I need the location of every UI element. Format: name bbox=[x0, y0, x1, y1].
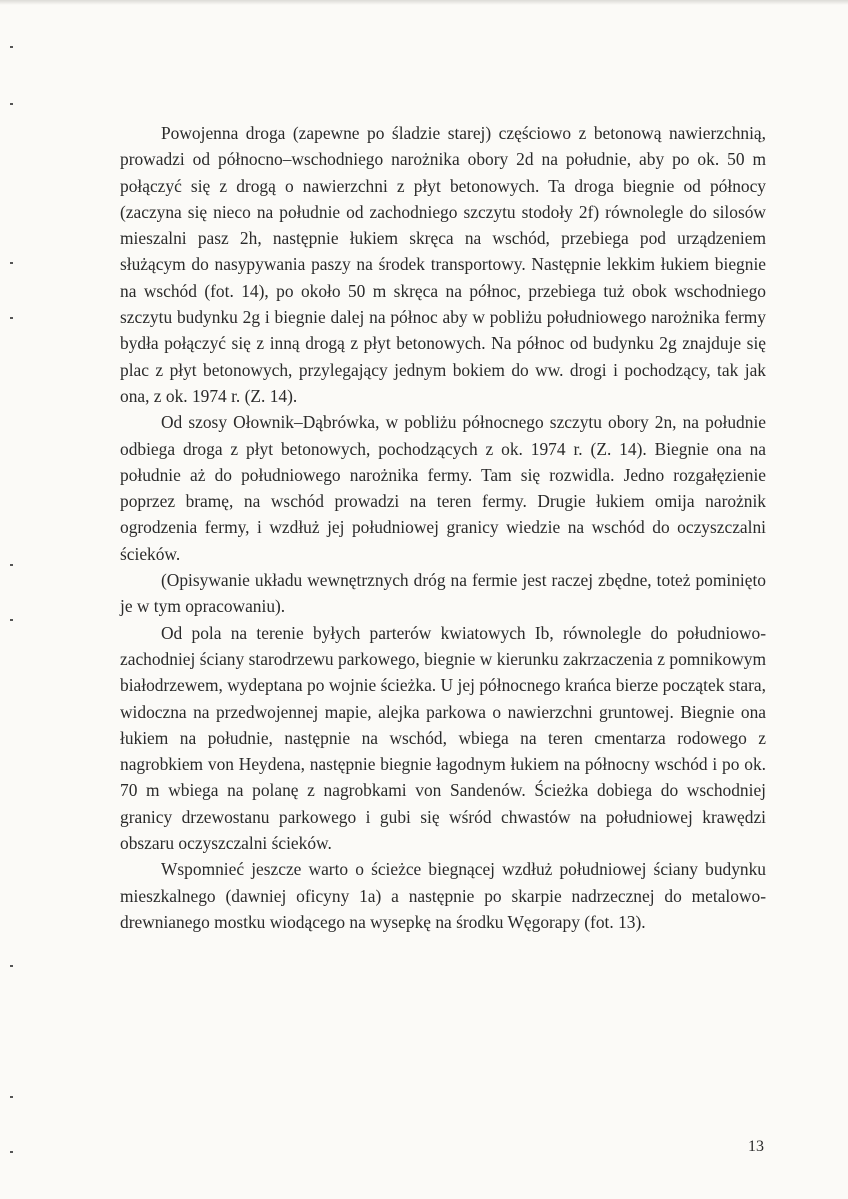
scan-margin-mark bbox=[10, 103, 13, 105]
scan-margin-mark bbox=[10, 1096, 13, 1098]
paragraph-roads-concrete: Powojenna droga (zapewne po śladzie starej) częściowo z betonową nawierzchnią, prowadzi od północno–wschodniego narożnika obory 2d na południe, aby po ok. 50 m połączyć się z drogą o nawierzchni z płyt betonowych. Ta droga biegnie od północy (zaczyna się nieco na południe od zachodniego szczytu stodoły 2f) równolegle do silosów mieszalni pasz 2h, następnie łukiem skręca na wschód, przebiega pod urządzeniem służącym do nasypywania paszy na środek transportowy. Następnie lekkim łukiem biegnie na wschód (fot. 14), po około 50 m skręca na północ, przebiega tuż obok wschodniego szczytu budynku 2g i biegnie dalej na północ aby w pobliżu południowego narożnika fermy bydła połączyć się z inną drogą z płyt betonowych. Na północ od budynku 2g znajduje się plac z płyt betonowych, przylegający jednym bokiem do ww. drogi i pochodzący, tak jak ona, z ok. 1974 r. (Z. 14). bbox=[120, 123, 766, 406]
paragraph-internal-roads-note: (Opisywanie układu wewnętrznych dróg na fermie jest raczej zbędne, toteż pominięto je w tym opracowaniu). bbox=[120, 570, 766, 617]
scan-margin-mark bbox=[10, 1151, 13, 1153]
scan-margin-mark bbox=[10, 564, 13, 566]
scan-margin-mark bbox=[10, 965, 13, 967]
paragraph-park-path: Od pola na terenie byłych parterów kwiatowych Ib, równolegle do południowo-zachodniej ściany starodrzewu parkowego, biegnie w kierunku zakrzaczenia z pomnikowym białodrzewem, wydeptana po wojnie ścieżka. U jej północnego krańca bierze początek stara, widoczna na przedwojennej mapie, alejka parkowa o nawierzchni gruntowej. Biegnie ona łukiem na południe, następnie na wschód, wbiega na teren cmentarza rodowego z nagrobkiem von Heydena, następnie biegnie łagodnym łukiem na północny wschód i po ok. 70 m wbiega na polanę z nagrobkami von Sandenów. Ścieżka dobiega do wschodniej granicy drzewostanu parkowego i gubi się wśród chwastów na południowej krawędzi obszaru oczyszczalni ścieków. bbox=[120, 622, 766, 854]
scan-margin-mark bbox=[10, 46, 13, 48]
paragraph-river-path: Wspomnieć jeszcze warto o ścieżce biegnącej wzdłuż południowej ściany budynku mieszkalnego (dawniej oficyny 1a) a następnie po skarpie nadrzecznej do metalowo-drewnianego mostku wiodącego na wysepkę na środku Węgorapy (fot. 13). bbox=[120, 859, 766, 932]
scan-margin-mark bbox=[10, 317, 13, 319]
scan-margin-mark bbox=[10, 262, 13, 264]
body-text bbox=[120, 120, 766, 935]
paragraph-road-olownik-dabrowka: Od szosy Ołownik–Dąbrówka, w pobliżu północnego szczytu obory 2n, na południe odbiega droga z płyt betonowych, pochodzących z ok. 1974 r. (Z. 14). Biegnie ona na południe aż do południowego narożnika fermy. Tam się rozwidla. Jedno rozgałęzienie poprzez bramę, na wschód prowadzi na teren fermy. Drugie łukiem omija narożnik ogrodzenia fermy, i wzdłuż jej południowej granicy wiedzie na wschód do oczyszczalni ścieków. bbox=[120, 412, 766, 564]
scan-top-edge bbox=[0, 0, 848, 5]
scan-margin-mark bbox=[10, 619, 13, 621]
page-number: 13 bbox=[748, 1138, 764, 1155]
